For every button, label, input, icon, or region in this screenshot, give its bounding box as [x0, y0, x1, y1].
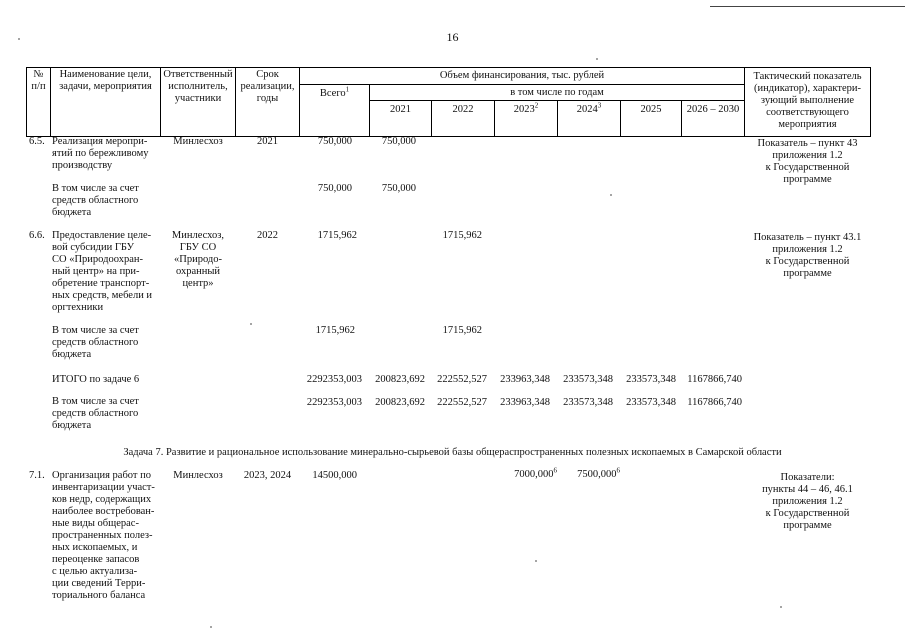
row-2022: 222552,527	[437, 397, 487, 408]
row-2022: 1715,962	[442, 325, 482, 336]
header-term: Срок реализации, годы	[240, 69, 295, 104]
row-2022: 1715,962	[442, 230, 482, 241]
header-total: Всего$^1$	[319, 85, 350, 99]
header-year-2024: 2024$^3$	[576, 101, 602, 115]
row-indicator: Показатель – пункт 43 приложения 1.2 к Государственной программе	[757, 138, 858, 185]
row-2021: 200823,692	[375, 374, 425, 385]
row-name: В том числе за счет средств областного бюджета	[52, 396, 139, 431]
row-name: ИТОГО по задаче 6	[52, 374, 140, 385]
header-year-2021: 2021	[390, 104, 411, 115]
row-2025: 233573,348	[626, 374, 676, 385]
scan-speck	[610, 194, 612, 196]
row-2021: 200823,692	[375, 397, 425, 408]
row-term: 2022	[257, 230, 278, 241]
row-num: 6.6.	[29, 230, 45, 241]
section-title: Задача 7. Развитие и рациональное использование минерально-сырьевой базы общераспространенных полезных ископаемых в Самарской области	[123, 447, 782, 458]
row-2023: 233963,348	[500, 374, 550, 385]
row-total: 2292353,003	[306, 397, 362, 408]
row-indicator: Показатель – пункт 43.1 приложения 1.2 к Государственной программе	[753, 232, 862, 279]
header-year-2022: 2022	[452, 104, 474, 115]
scan-speck	[250, 323, 252, 325]
scan-speck	[596, 58, 598, 60]
row-executor: Минлесхоз, ГБУ СО «Природо- охранный центр»	[171, 230, 225, 289]
row-total: 1715,962	[315, 325, 355, 336]
header-executor: Ответственный исполнитель, участники	[163, 69, 233, 104]
header-by-years: в том числе по годам	[510, 87, 604, 98]
scan-speck	[780, 606, 782, 608]
row-total: 750,000	[317, 136, 352, 147]
scan-speck	[535, 560, 537, 562]
row-indicator: Показатели: пункты 44 – 46, 46.1 приложения 1.2 к Государственной программе	[762, 472, 853, 531]
row-2026-2030: 1167866,740	[687, 374, 742, 385]
page-number: 16	[446, 30, 459, 44]
row-name: В том числе за счет средств областного бюджета	[52, 183, 139, 218]
header-num: № п/п	[31, 69, 46, 92]
header-funding: Объем финансирования, тыс. рублей	[439, 70, 605, 81]
row-term: 2021	[257, 136, 278, 147]
row-name: В том числе за счет средств областного бюджета	[52, 325, 139, 360]
row-2024: 233573,348	[563, 397, 613, 408]
row-name: Организация работ по инвентаризации участ- ков недр, содержащих наиболее востребован- ные виды общерас- пространенных полез- ных ископаемых, и переоценке запасов с целью актуализа- ции сведений Терри- ториального баланса	[52, 470, 155, 601]
row-total: 1715,962	[317, 230, 357, 241]
row-total: 14500,000	[312, 470, 357, 481]
row-executor: Минлесхоз	[173, 470, 223, 481]
row-2023: 7000,000$^6$	[514, 466, 557, 480]
row-2021: 750,000	[381, 136, 416, 147]
row-executor: Минлесхоз	[173, 136, 223, 147]
row-term: 2023, 2024	[243, 470, 292, 481]
header-name: Наименование цели, задачи, мероприятия	[59, 69, 152, 92]
row-total: 750,000	[317, 183, 352, 194]
scan-artifact-line	[710, 6, 905, 7]
row-name: Реализация меропри- ятий по бережливому производству	[52, 136, 149, 171]
row-2021: 750,000	[381, 183, 416, 194]
row-total: 2292353,003	[306, 374, 362, 385]
row-num: 7.1.	[29, 470, 45, 481]
header-year-2025: 2025	[640, 104, 662, 115]
row-2022: 222552,527	[437, 374, 487, 385]
scan-speck	[210, 626, 212, 628]
row-2026-2030: 1167866,740	[687, 397, 742, 408]
header-year-2023: 2023$^2$	[513, 101, 539, 115]
header-year-2026-2030: 2026 – 2030	[686, 104, 740, 115]
row-num: 6.5.	[29, 136, 45, 147]
row-2025: 233573,348	[626, 397, 676, 408]
header-indicator: Тактический показатель (индикатор), характери- зующий выполнение соответствующего мероприятия	[753, 71, 862, 130]
row-2024: 7500,000$^6$	[577, 466, 620, 480]
row-2024: 233573,348	[563, 374, 613, 385]
row-2023: 233963,348	[500, 397, 550, 408]
row-name: Предоставление целе- вой субсидии ГБУ СО «Природоохран- ный центр» на при- обретение транспорт- ных средств, мебели и оргтехники	[52, 230, 153, 313]
